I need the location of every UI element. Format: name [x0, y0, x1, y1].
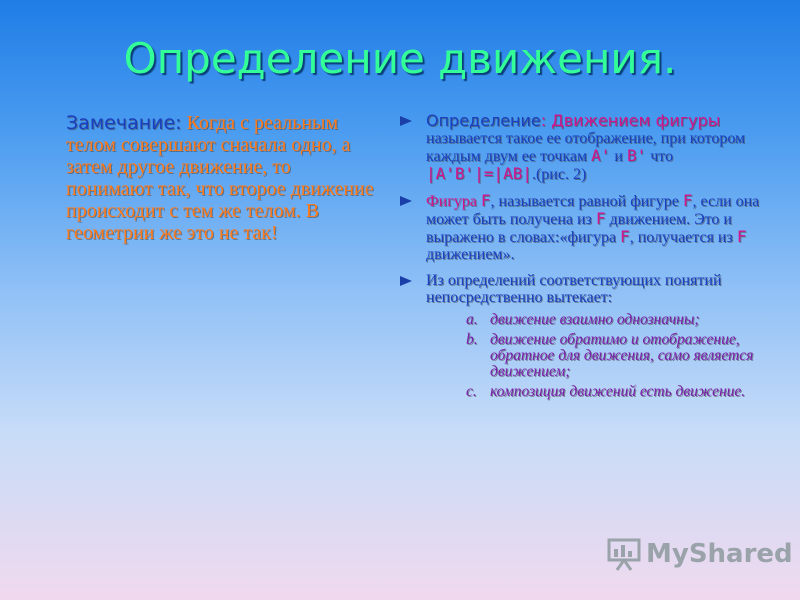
list-marker: a.	[466, 311, 478, 328]
list-item-text: композиция движений есть движение.	[490, 383, 746, 400]
equal-text-4: , получается из	[629, 229, 737, 246]
equal-figure-bullet	[398, 192, 778, 263]
figure-f-1: F	[480, 191, 491, 210]
list-item-text: движение обратимо и отображение, обратное для движения, само является движением;	[490, 331, 754, 380]
bullet-arrow-icon	[400, 116, 412, 126]
definitions-list	[398, 112, 778, 409]
list-item-text: движение взаимно однозначны;	[490, 311, 700, 328]
definition-text-2: что	[646, 148, 674, 165]
consequences-list	[426, 312, 778, 400]
list-item	[466, 312, 778, 328]
distance-formula: |A'B'|=|AB|	[426, 164, 532, 183]
definition-bullet	[398, 112, 778, 183]
presentation-board-icon	[606, 536, 642, 572]
definition-label: Определение	[426, 111, 541, 130]
list-marker: c.	[466, 383, 477, 400]
consequences-text: Из определений соответствующих понятий непосредственно вытекает:	[426, 272, 722, 306]
definition-text-1: называется такое ее отображение, при котором каждым двум ее точкам	[426, 130, 746, 165]
remark-label: Замечание:	[66, 112, 182, 134]
figure-f-5: F	[736, 227, 747, 246]
equal-text-2: , если она может быть получена из	[426, 193, 760, 228]
list-item	[466, 332, 778, 380]
figure-f-3: F	[595, 209, 606, 228]
definition-text-3: .(рис. 2)	[531, 166, 587, 183]
consequences-bullet	[398, 272, 778, 400]
slide-title: Определение движения.	[123, 34, 677, 83]
figure-f-2: F	[682, 191, 693, 210]
definition-term: Движением фигуры	[551, 111, 721, 130]
list-marker: b.	[466, 331, 478, 348]
remark-block	[66, 112, 376, 244]
point-a: A'	[591, 146, 611, 165]
myshared-logo	[606, 536, 793, 572]
list-item	[466, 384, 778, 400]
remark-text: Когда с реальным телом совершают сначала одно, а затем другое движение, то понимают так, что второе движение происходит с тем же телом. В геометрии же это не так!	[66, 112, 374, 244]
logo-text: MyShared	[646, 539, 793, 569]
figure-f-4: F	[620, 227, 630, 246]
bullet-arrow-icon	[400, 276, 412, 286]
definition-and: и	[610, 148, 627, 165]
figure-word: Фигура	[426, 193, 481, 210]
bullet-arrow-icon	[400, 196, 412, 206]
equal-text-5: движением».	[426, 246, 515, 263]
definition-colon: :	[540, 111, 552, 130]
equal-text-3: движением. Это и выражено в словах:«фигура	[426, 211, 732, 246]
point-b: B'	[626, 146, 647, 165]
equal-text-1: , называется равной фигуре	[490, 193, 683, 210]
